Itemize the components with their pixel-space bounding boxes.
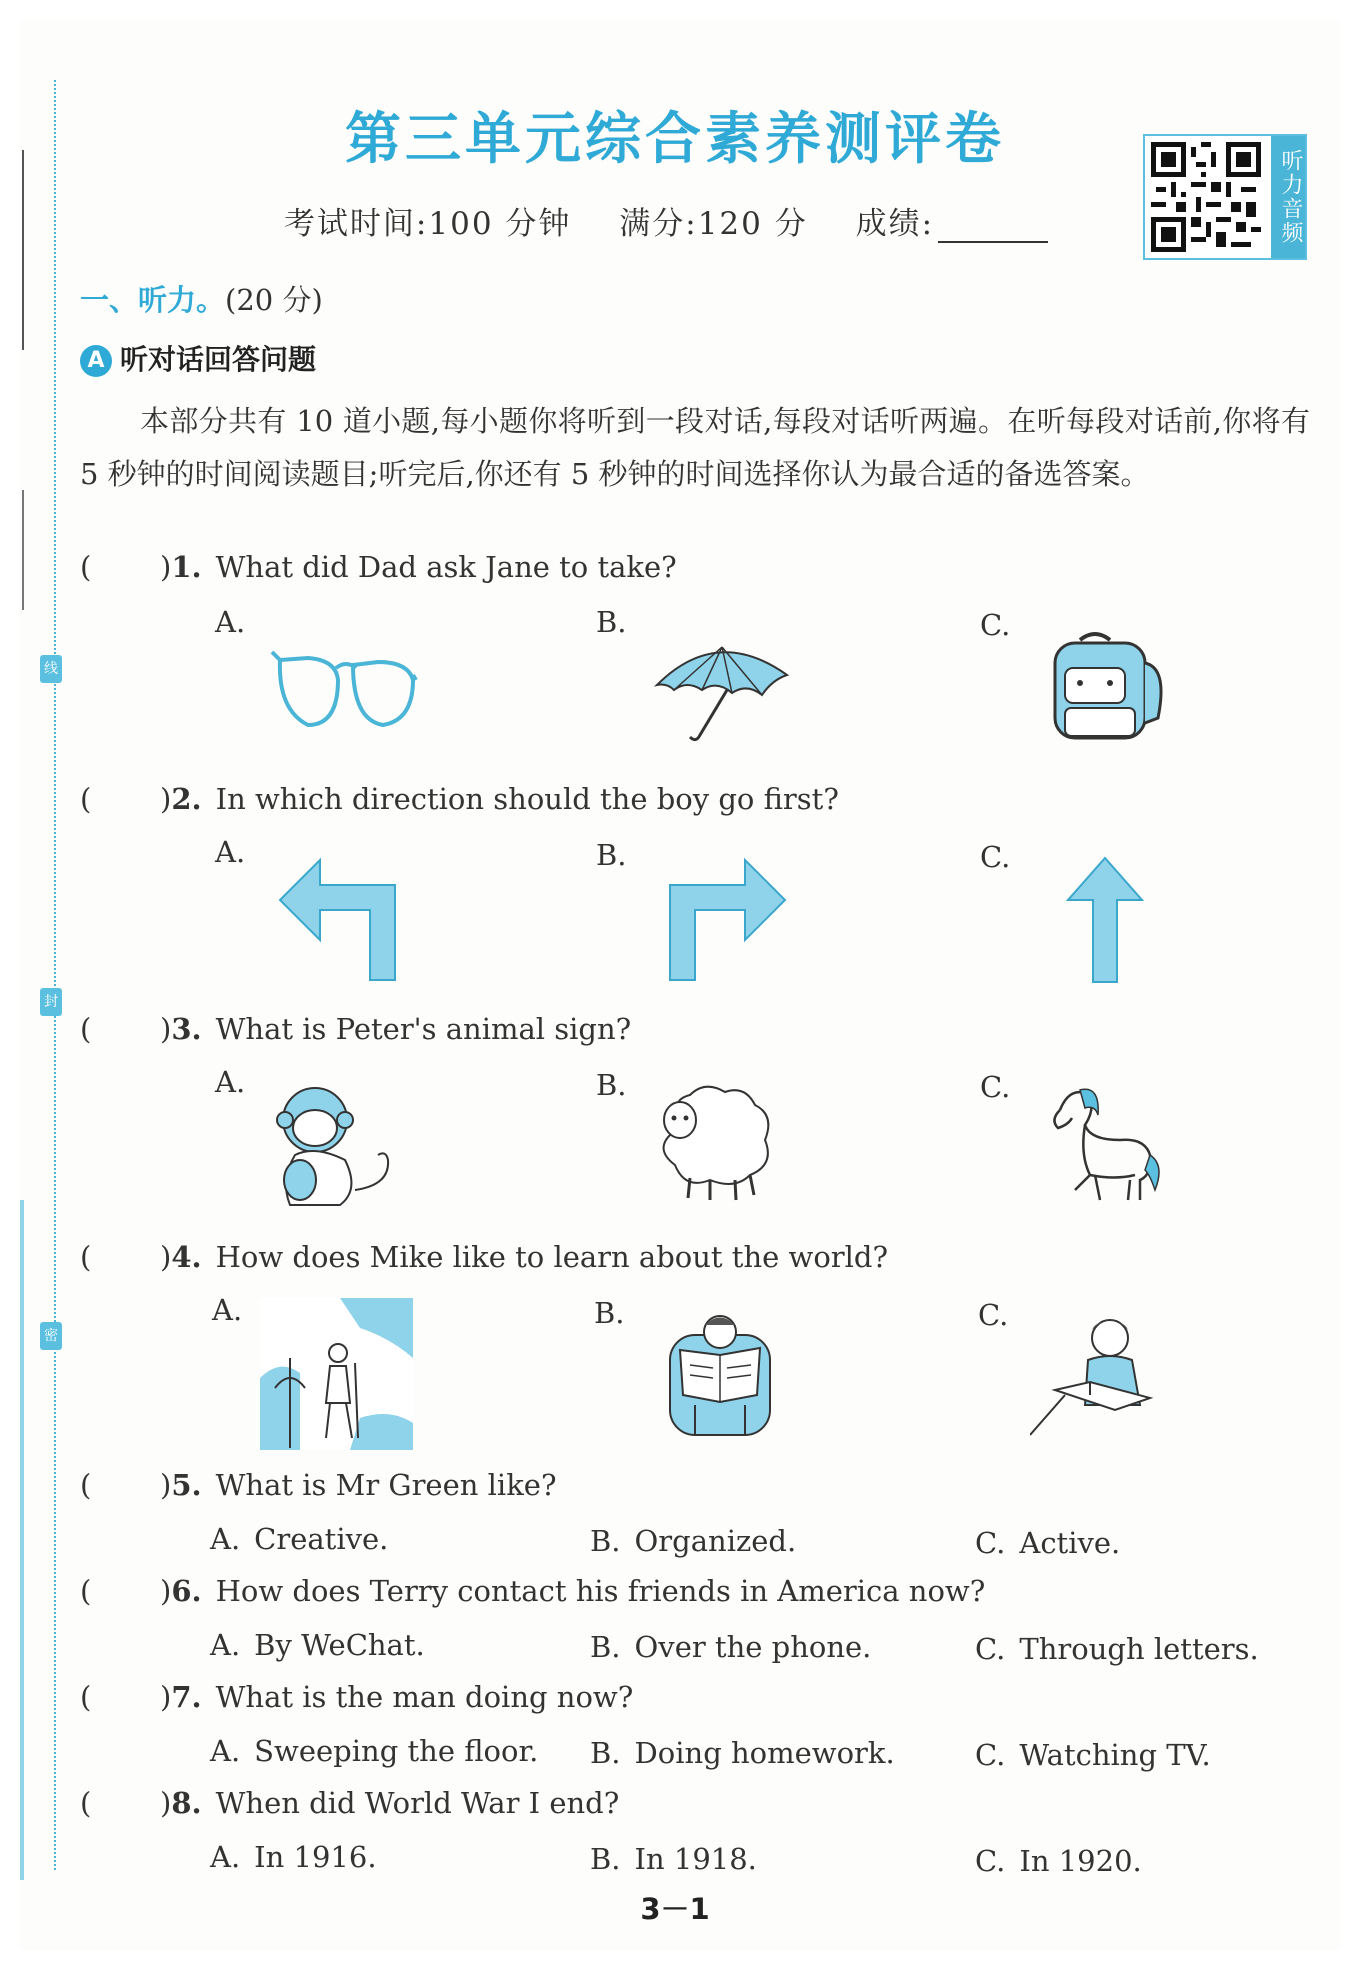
instructions: 本部分共有 10 道小题,每小题你将听到一段对话,每段对话听两遍。在听每段对话前,你将有 5 秒钟的时间阅读题目;听完后,你还有 5 秒钟的时间选择你认为最合适的备选答案。 [80, 404, 1310, 491]
qr-label: 听力音频 [1271, 136, 1305, 258]
option-a[interactable]: A. In 1916. [210, 1840, 377, 1874]
option-a[interactable]: A. Sweeping the floor. [210, 1734, 539, 1768]
question-6: ( )6. How does Terry contact his friends in America now? [80, 1574, 986, 1608]
answer-blank[interactable]: ( [80, 1012, 92, 1046]
question-5: ( )5. What is Mr Green like? [80, 1468, 557, 1502]
qr-code-box[interactable] [1143, 134, 1307, 260]
option-a[interactable]: A. Creative. [210, 1522, 389, 1556]
question-3: ( )3. What is Peter's animal sign? [80, 1012, 632, 1046]
option-b[interactable]: B. Doing homework. [590, 1736, 895, 1770]
option-label: A. [212, 1293, 243, 1327]
arrow-right-icon [660, 855, 790, 985]
option-label: A. [215, 835, 246, 869]
page-number: 3－1 [640, 1892, 710, 1926]
margin-bar [20, 1200, 24, 1880]
option-b[interactable]: B. In 1918. [590, 1842, 757, 1876]
umbrella-icon [652, 635, 792, 750]
option-label: B. [596, 1068, 627, 1102]
answer-blank[interactable]: ( [80, 1574, 92, 1608]
option-c[interactable]: C. In 1920. [975, 1844, 1142, 1878]
option-c[interactable]: C. Active. [975, 1526, 1121, 1560]
exam-score: 成绩: [856, 206, 1066, 242]
option-label: C. [980, 608, 1011, 642]
option-label: B. [596, 605, 627, 639]
side-mark-seal: 封 [40, 988, 62, 1016]
side-mark-line: 线 [40, 655, 62, 683]
question-8: ( )8. When did World War Ⅰ end? [80, 1786, 620, 1820]
backpack-icon [1040, 628, 1170, 748]
option-label: B. [594, 1296, 625, 1330]
exam-full-score: 满分:120 分 [619, 206, 808, 242]
part-badge: A [80, 345, 112, 377]
question-7: ( )7. What is the man doing now? [80, 1680, 634, 1714]
section-heading: 一、听力。(20 分) [80, 283, 323, 317]
side-mark-secret: 密 [40, 1322, 62, 1350]
score-blank[interactable] [938, 241, 1048, 243]
sheep-icon [650, 1080, 780, 1210]
option-b[interactable]: B. Over the phone. [590, 1630, 872, 1664]
question-4: ( )4. How does Mike like to learn about the world? [80, 1240, 889, 1274]
option-a[interactable]: A. By WeChat. [210, 1628, 425, 1662]
answer-blank[interactable]: ( [80, 550, 92, 584]
question-1: ( )1. What did Dad ask Jane to take? [80, 550, 677, 584]
option-c[interactable]: C. Watching TV. [975, 1738, 1211, 1772]
margin-rule [22, 150, 24, 350]
option-c[interactable]: C. Through letters. [975, 1632, 1259, 1666]
answer-blank[interactable]: ( [80, 1468, 92, 1502]
option-label: A. [215, 1065, 246, 1099]
option-label: C. [980, 840, 1011, 874]
option-label: C. [978, 1298, 1009, 1332]
answer-blank[interactable]: ( [80, 782, 92, 816]
page-title: 第三单元综合素养测评卷 [345, 106, 1005, 172]
binding-line [54, 80, 56, 1870]
answer-blank[interactable]: ( [80, 1680, 92, 1714]
arrow-up-icon [1065, 855, 1145, 985]
reading-newspaper-icon [665, 1310, 775, 1440]
horse-icon [1040, 1080, 1165, 1210]
part-heading: A 听对话回答问题 [80, 338, 316, 378]
option-label: B. [596, 838, 627, 872]
qr-code-icon [1151, 142, 1261, 252]
travelling-icon [260, 1298, 413, 1450]
arrow-left-icon [275, 855, 405, 985]
margin-rule [22, 490, 24, 610]
glasses-icon [268, 640, 418, 740]
option-b[interactable]: B. Organized. [590, 1524, 797, 1558]
question-2: ( )2. In which direction should the boy go first? [80, 782, 839, 816]
option-label: A. [215, 605, 246, 639]
monkey-icon [270, 1080, 405, 1210]
exam-time: 考试时间:100 分钟 [283, 206, 572, 242]
answer-blank[interactable]: ( [80, 1240, 92, 1274]
answer-blank[interactable]: ( [80, 1786, 92, 1820]
option-label: C. [980, 1070, 1011, 1104]
reading-book-icon [1030, 1310, 1165, 1440]
